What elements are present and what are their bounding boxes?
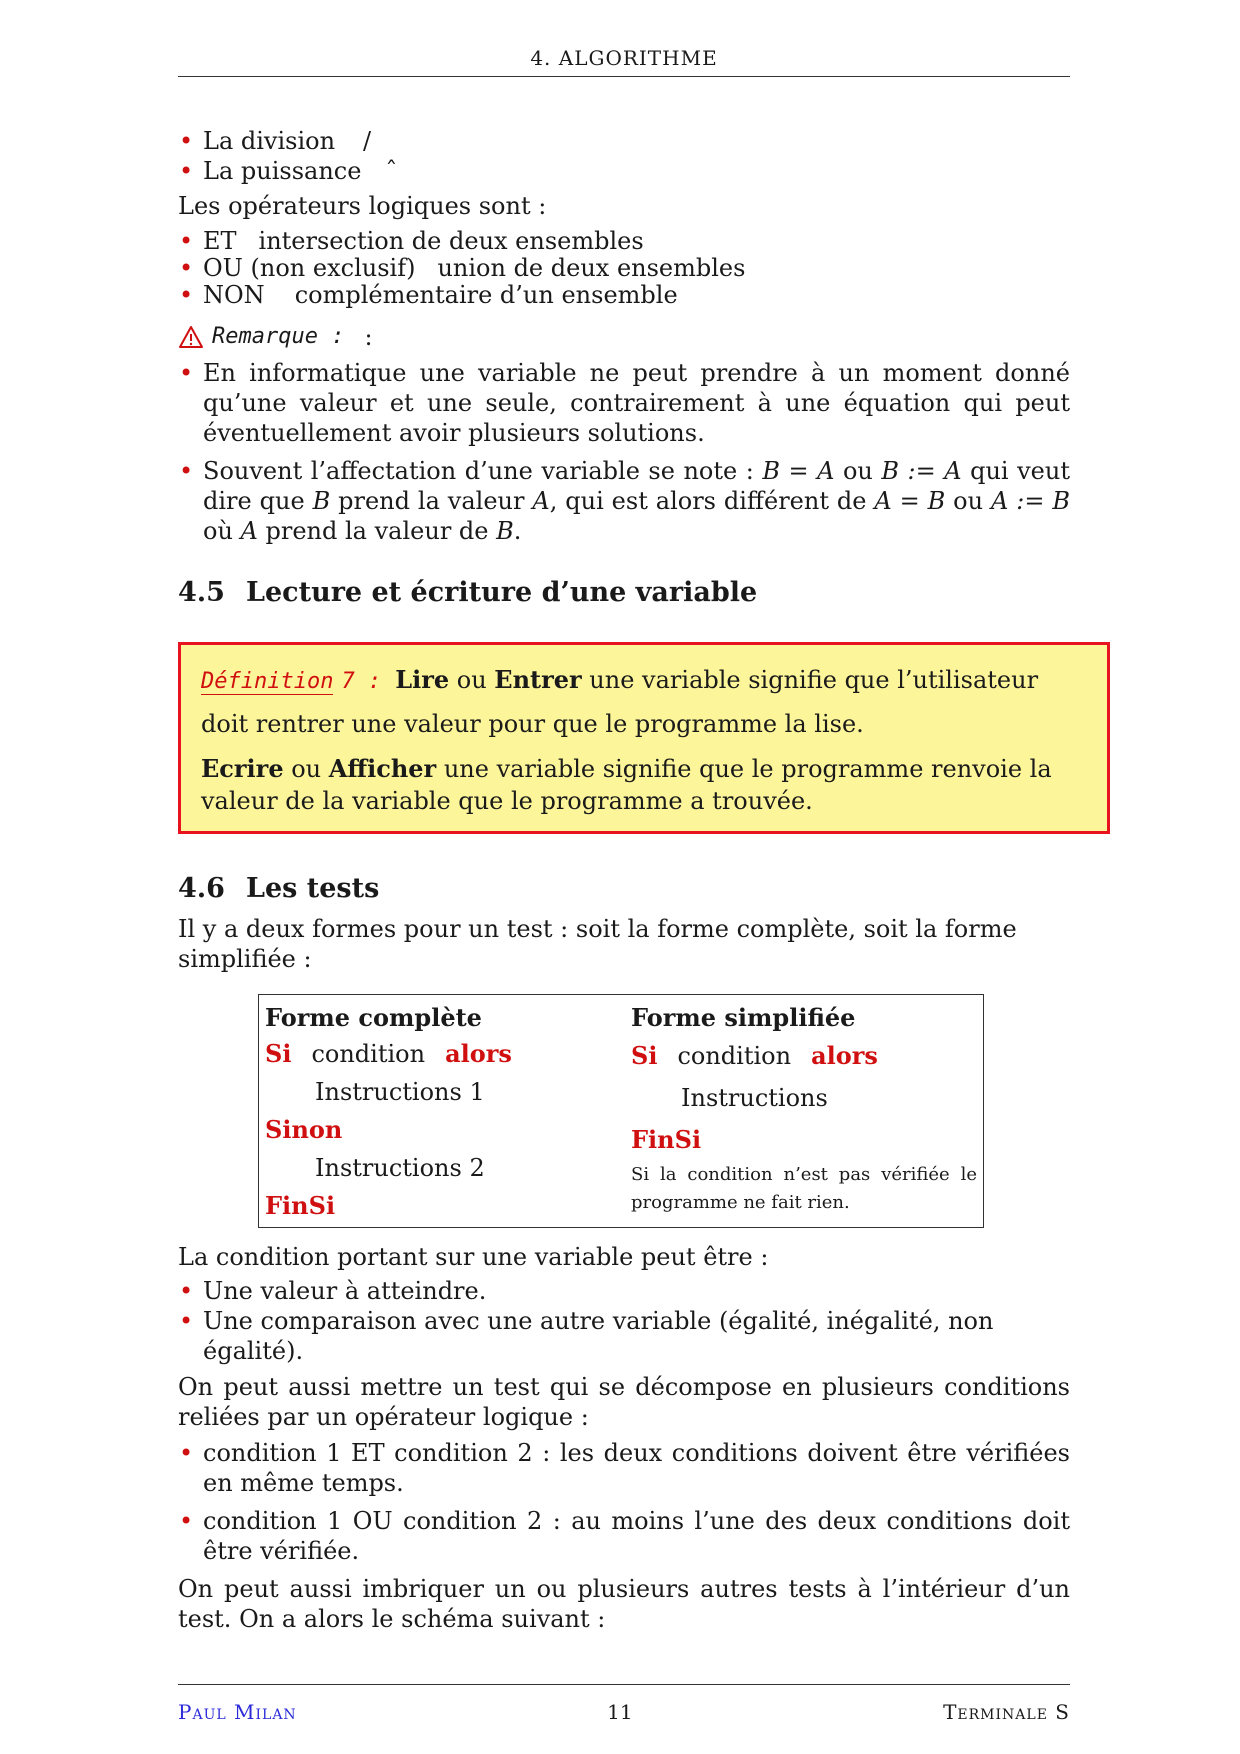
page-body [178,126,1070,1634]
logic-desc: intersection de deux ensembles [258,227,644,255]
remark-label: Remarque : [212,324,345,349]
text-run: où [203,517,241,545]
simple-form-column [621,1001,977,1225]
keyword-finsi: FinSi [631,1125,702,1154]
text-run: Souvent l’affectation d’une variable se note : [203,457,763,485]
keyword-alors: alors [811,1041,878,1070]
text-run: une variable signifie que le programme renvoie la valeur de la variable que le programme a trouvée. [201,755,1052,815]
warning-icon [178,325,204,349]
logic-op: ET [203,227,237,255]
definition-paragraph-2 [201,753,1087,817]
logic-op: OU (non exclusif) [203,254,416,282]
list-item [178,126,1070,156]
remark-heading [178,320,1070,354]
text-run: une variable signifie que l’utilisateur doit rentrer une valeur pour que le programme la lise. [201,666,1039,738]
instructions-1: Instructions 1 [315,1078,485,1106]
instructions: Instructions [681,1084,828,1112]
footer-rule [178,1684,1070,1685]
text-run: prend la valeur [330,487,533,515]
page-number: 11 [607,1700,633,1724]
section-title: Lecture et écriture d’une variable [246,577,758,608]
page-footer [178,1700,1070,1724]
text-run: prend la valeur de [257,517,497,545]
math-expr: A := B [991,487,1070,515]
list-item: • Une valeur à atteindre. [178,1276,1070,1306]
keyword-si: Si [631,1041,658,1070]
footer-author: Paul Milan [178,1700,297,1724]
op-symbol: / [363,127,372,155]
list-item: • condition 1 OU condition 2 : au moins l’une des deux conditions doit être vérifiée. [178,1506,1070,1566]
simple-form-note: Si la condition n’est pas vérifiée le programme ne fait rien. [631,1164,977,1213]
text-run: qui veut dire que [203,457,1070,515]
logic-desc: union de deux ensembles [437,254,746,282]
math-expr: A [532,487,550,515]
logic-desc: complémentaire d’un ensemble [294,281,678,309]
keyword-entrer: Entrer [494,665,582,694]
tests-table [258,994,984,1228]
complete-form-column [265,1001,621,1225]
list-item [178,280,1070,310]
op-label: La division [203,127,336,155]
nested-tests-intro: On peut aussi imbriquer un ou plusieurs autres tests à l’intérieur d’un test. On a alors le schéma suivant : [178,1575,1070,1633]
section-heading-4-5 [178,576,1070,610]
header-rule [178,76,1070,77]
math-expr: B := A [881,457,962,485]
logic-op: NON [203,281,265,309]
section-title: Les tests [246,873,380,904]
footer-series: Terminale S [943,1700,1070,1724]
logic-operators-list [178,226,1070,310]
text-run: ou [834,457,882,485]
text-run: . [513,517,522,545]
op-label: La puissance [203,157,362,185]
text-run: ou [283,755,329,783]
keyword-ecrire: Ecrire [201,754,284,783]
math-expr: A = B [874,487,946,515]
column-header: Forme complète [265,1003,482,1032]
si-row [265,1035,611,1073]
multi-conditions-intro: On peut aussi mettre un test qui se décompose en plusieurs conditions reliées par un opérateur logique : [178,1373,1070,1431]
text-run: , qui est alors différent de [549,487,875,515]
condition-list [178,1276,1070,1366]
list-item [178,253,1070,283]
text-run: ou [449,666,495,694]
definition-label: Définition [201,669,334,694]
list-item: • Une comparaison avec une autre variable (égalité, inégalité, non égalité). [178,1306,1070,1366]
keyword-finsi: FinSi [265,1191,336,1220]
si-row [631,1035,977,1077]
math-expr: B = A [762,457,835,485]
keyword-lire: Lire [395,665,450,694]
remark-list [178,358,1070,546]
condition-text: condition [677,1042,792,1070]
section-heading-4-6 [178,872,1070,906]
text-run: ou [945,487,991,515]
definition-box [178,642,1110,834]
section-number: 4.5 [178,577,225,608]
column-header: Forme simplifiée [631,1003,856,1032]
list-item [178,156,1070,186]
list-item: • condition 1 ET condition 2 : les deux conditions doivent être vérifiées en même temps. [178,1438,1070,1498]
condition-text: condition [311,1040,426,1068]
list-item: • En informatique une variable ne peut prendre à un moment donné qu’une valeur et une seule, contrairement à une équation qui peut éventuellement avoir plusieurs solutions. [178,358,1070,448]
multi-conditions-list [178,1438,1070,1566]
operators-list [178,126,1070,186]
keyword-si: Si [265,1039,292,1068]
list-item [178,456,1070,546]
math-expr: A [240,517,258,545]
definition-paragraph-1 [201,659,1087,745]
remark-colon: : [364,323,373,351]
math-expr: B [496,517,514,545]
keyword-afficher: Afficher [328,754,437,783]
section-number: 4.6 [178,873,225,904]
list-item [178,226,1070,256]
tests-intro: Il y a deux formes pour un test : soit la forme complète, soit la forme simplifiée : [178,915,1017,973]
running-header: 4. ALGORITHME [530,46,718,70]
keyword-alors: alors [445,1039,512,1068]
math-expr: B [312,487,331,515]
instructions-2: Instructions 2 [315,1154,485,1182]
op-symbol: ˆ [385,157,398,185]
condition-intro: La condition portant sur une variable peut être : [178,1243,769,1271]
keyword-sinon: Sinon [265,1115,343,1144]
definition-number: 7 : [341,669,382,694]
logic-intro: Les opérateurs logiques sont : [178,192,547,220]
